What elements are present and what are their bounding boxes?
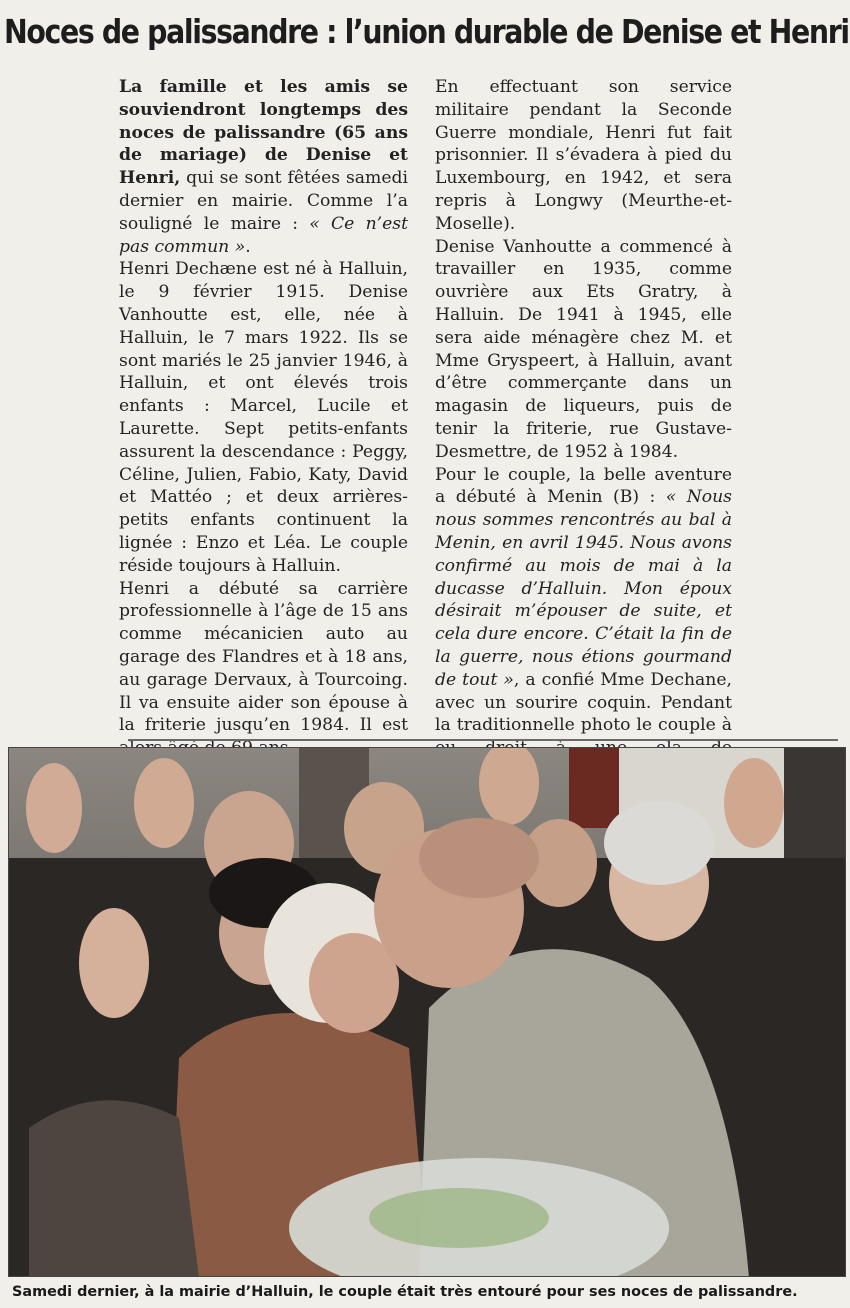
lead-text: La famille et les amis se souviendront longtemps des noces de palissandre (65 ans de mariage) de Denise et Henri, bbox=[119, 77, 408, 189]
intro-end: . bbox=[245, 236, 251, 257]
intro-paragraph bbox=[119, 76, 408, 258]
article-headline: Noces de palissandre : l’union durable de Denise et Henri bbox=[4, 12, 849, 51]
couple-quote: « Nous nous sommes rencontrés au bal à Menin, en avril 1945. Nous avons confirmé au mois de mai à la ducasse d’Halluin. Mon époux désirait m’épouser de suite, et cela dure encore. C’était la fin de la guerre, nous étions gourmand de tout » bbox=[435, 487, 732, 690]
meeting-end: , a confié Mme Dechane, avec un sourire coquin. Pendant la traditionnelle photo le couple à bbox=[435, 669, 732, 736]
photo-caption: Samedi dernier, à la mairie d’Halluin, le couple était très entouré pour ses noces de palissandre. bbox=[12, 1284, 798, 1300]
intro-text: qui se sont fêtées samedi dernier en mairie. Comme l’a souligné le maire : bbox=[119, 168, 408, 234]
denise-career-paragraph: Denise Vanhoutte a commencé à travailler en 1935, comme ouvrière aux Ets Gratry, à Halluin. De 1941 à 1945, elle sera aide ménagère chez M. et Mme Gryspeert, à Halluin, avant d’être commerçante dans un magasin de liqueurs, puis de tenir la friterie, rue Gustave-Desmettre, de 1952 à 1984. bbox=[435, 236, 732, 462]
meeting-paragraph bbox=[435, 464, 732, 783]
mayor-quote: « Ce n’est pas commun » bbox=[119, 213, 409, 257]
article-column-1 bbox=[119, 76, 408, 760]
career-paragraph: Henri a débuté sa carrière professionnelle à l’âge de 15 ans comme mécanicien auto au garage des Flandres et à 18 ans, au garage Dervaux, à Tourcoing. Il va ensuite aider son épouse à la friterie jusqu’en 1984. Il est bbox=[119, 578, 408, 736]
article-photo bbox=[8, 747, 846, 1277]
family-paragraph: Henri Dechæne est né à Halluin, le 9 février 1915. Denise Vanhoutte est, elle, née à Halluin, le 7 mars 1922. Ils se sont mariés le 25 janvier 1946, à Halluin, et ont élevés trois enfants : Marcel, Lucile et Laurette. Sept petits-enfants assurent la descendance : Peggy, Céline, Julien, Fabio, Katy, David et Mattéo ; et deux arrières-petits enfants continuent la lignée : Enzo et Léa. Le couple réside toujours à Halluin. bbox=[119, 259, 408, 576]
section-divider bbox=[128, 739, 838, 741]
couple-kiss-photo bbox=[9, 748, 846, 1277]
meeting-intro: Pour le couple, la belle aventure a débuté à Menin (B) : bbox=[435, 464, 732, 508]
article-column-2 bbox=[435, 76, 732, 783]
war-paragraph: En effectuant son service militaire pendant la Seconde Guerre mondiale, Henri fut fait prisonnier. Il s’évadera à pied du Luxembourg, en 1942, et sera repris à Longwy (Meurthe-et-Moselle). bbox=[435, 77, 732, 234]
